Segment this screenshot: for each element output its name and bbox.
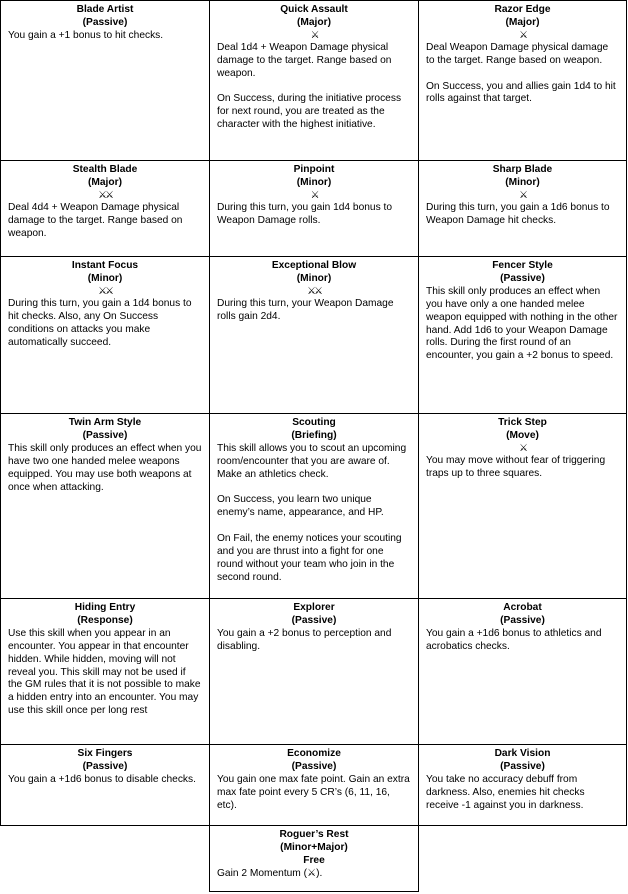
skill-name: Dark Vision (494, 748, 551, 759)
skill-description: You gain a +1d6 bonus to disable checks. (8, 773, 196, 785)
skill-name: Instant Focus (71, 260, 139, 271)
skill-description: During this turn, your Weapon Damage rolls gain 2d4. (217, 297, 397, 322)
skill-name: Pinpoint (293, 164, 335, 175)
skill-description: Deal Weapon Damage physical damage to the target. Range based on weapon. On Success, you and allies gain 1d4 to hit rolls against that target. (426, 41, 616, 105)
skill-name: Twin Arm Style (68, 417, 142, 428)
crossed-swords-icon: ⚔ (519, 442, 526, 454)
skill-type: (Briefing) (291, 429, 337, 441)
skill-card-scouting (209, 413, 419, 599)
skill-name: Trick Step (498, 417, 547, 428)
skill-card-quick-assault (209, 0, 419, 161)
skill-card-economize (209, 744, 419, 826)
skill-card-explorer (209, 598, 419, 745)
skill-type: (Passive) (500, 614, 545, 626)
skill-card-acrobat (418, 598, 627, 745)
skill-name: Economize (287, 748, 341, 759)
skill-description: Deal 1d4 + Weapon Damage physical damage to the target. Range based on weapon. On Success, during the initiative process for next round, you are treated as the character with the highest initiative. (217, 41, 402, 131)
skill-card-roguers-rest (209, 825, 419, 892)
skill-description: This skill only produces an effect when you have two one handed melee weapons equipped. You may use both weapons at once when attacking. (8, 442, 205, 493)
skill-description: Use this skill when you appear in an encounter. You appear in that encounter hidden. While hidden, moving will not reveal you. This skill may not be used if the GM rules that it is not possible to make a hidden entry into an encounter. You may use this skill once per long rest (8, 627, 204, 717)
skill-description: During this turn, you gain a 1d4 bonus to hit checks. Also, any On Success conditions on attacks you make automatically succeed. (8, 297, 195, 348)
skill-type: (Response) (77, 614, 133, 626)
skill-type: (Move) (506, 429, 539, 441)
skill-card-dark-vision (418, 744, 627, 826)
skill-name: Stealth Blade (72, 164, 138, 175)
skill-card-sharp-blade (418, 160, 627, 257)
skill-name: Quick Assault (280, 4, 348, 15)
skill-card-pinpoint (209, 160, 419, 257)
skill-name: Blade Artist (76, 4, 134, 15)
skill-description: Deal 4d4 + Weapon Damage physical damage to the target. Range based on weapon. (8, 201, 186, 239)
skill-description: You gain a +1 bonus to hit checks. (8, 29, 164, 41)
skill-card-blade-artist (0, 0, 210, 161)
skill-type: (Major) (88, 176, 122, 188)
skill-name: Six Fingers (77, 748, 133, 759)
skill-card-razor-edge (418, 0, 627, 161)
skill-description: You take no accuracy debuff from darkness. Also, enemies hit checks receive -1 against you in darkness. (426, 773, 588, 811)
skill-type: (Passive) (82, 760, 128, 772)
skill-name: Exceptional Blow (271, 260, 357, 271)
skill-card-hiding-entry (0, 598, 210, 745)
skill-type: (Passive) (82, 16, 128, 28)
skill-card-stealth-blade (0, 160, 210, 257)
skill-name: Acrobat (503, 602, 542, 613)
skill-card-exceptional-blow (209, 256, 419, 414)
skill-description: This skill only produces an effect when you have only a one handed melee weapon equipped with nothing in the other hand. Add 1d6 to your Weapon Damage rolls. During the first round of an encounter, you gain a +2 bonus to speed. (426, 285, 621, 362)
skill-description: You gain a +2 bonus to perception and disabling. (217, 627, 395, 652)
crossed-swords-icon: ⚔⚔ (98, 285, 112, 297)
skill-name: Hiding Entry (74, 602, 136, 613)
skill-type: (Minor+Major) (280, 841, 348, 853)
skill-type: (Major) (505, 16, 540, 28)
crossed-swords-icon: ⚔⚔ (98, 189, 112, 201)
skill-description: This skill allows you to scout an upcoming room/encounter that you are aware of. Make an athletics check. On Success, you learn two unique enemy’s name, appearance, and HP. On Fail, the enemy notices your scouting and you are thrust into a fight for one round without your team who join in the second round. (217, 442, 407, 583)
crossed-swords-icon: ⚔ (310, 189, 318, 201)
skill-name: Razor Edge (494, 4, 551, 15)
skill-card-twin-arm-style (0, 413, 210, 599)
skill-type: (Minor) (505, 176, 540, 188)
skill-type: (Minor) (296, 176, 332, 188)
skill-card-six-fingers (0, 744, 210, 826)
skill-type: (Passive) (291, 614, 337, 626)
skill-type: (Passive) (82, 429, 128, 441)
skill-type: (Passive) (291, 760, 337, 772)
skill-card-instant-focus (0, 256, 210, 414)
skill-description: You gain a +1d6 bonus to athletics and acrobatics checks. (426, 627, 605, 652)
skill-description: Gain 2 Momentum (⚔). (217, 867, 323, 879)
skill-name: Explorer (293, 602, 335, 613)
skill-type: (Minor) (87, 272, 123, 284)
skill-description: During this turn, you gain 1d4 bonus to Weapon Damage rolls. (217, 201, 395, 226)
skill-name: Fencer Style (492, 260, 553, 271)
skill-card-trick-step (418, 413, 627, 599)
skill-type: (Major) (297, 16, 331, 28)
crossed-swords-icon: ⚔ (310, 29, 318, 41)
crossed-swords-icon: ⚔⚔ (307, 285, 321, 297)
skill-type: (Passive) (500, 760, 545, 772)
skill-cost-free: Free (303, 854, 325, 866)
skill-description: You may move without fear of triggering traps up to three squares. (426, 454, 608, 479)
crossed-swords-icon: ⚔ (519, 189, 526, 201)
skill-name: Scouting (292, 417, 336, 428)
skill-type: (Passive) (500, 272, 545, 284)
skill-name: Sharp Blade (492, 164, 553, 175)
skill-card-fencer-style (418, 256, 627, 414)
crossed-swords-icon: ⚔ (519, 29, 526, 41)
skill-description: During this turn, you gain a 1d6 bonus to Weapon Damage hit checks. (426, 201, 613, 226)
skill-description: You gain one max fate point. Gain an extra max fate point every 5 CR’s (6, 11, 16, etc). (217, 773, 413, 811)
skill-type: (Minor) (296, 272, 332, 284)
skill-name: Roguer’s Rest (279, 829, 349, 840)
